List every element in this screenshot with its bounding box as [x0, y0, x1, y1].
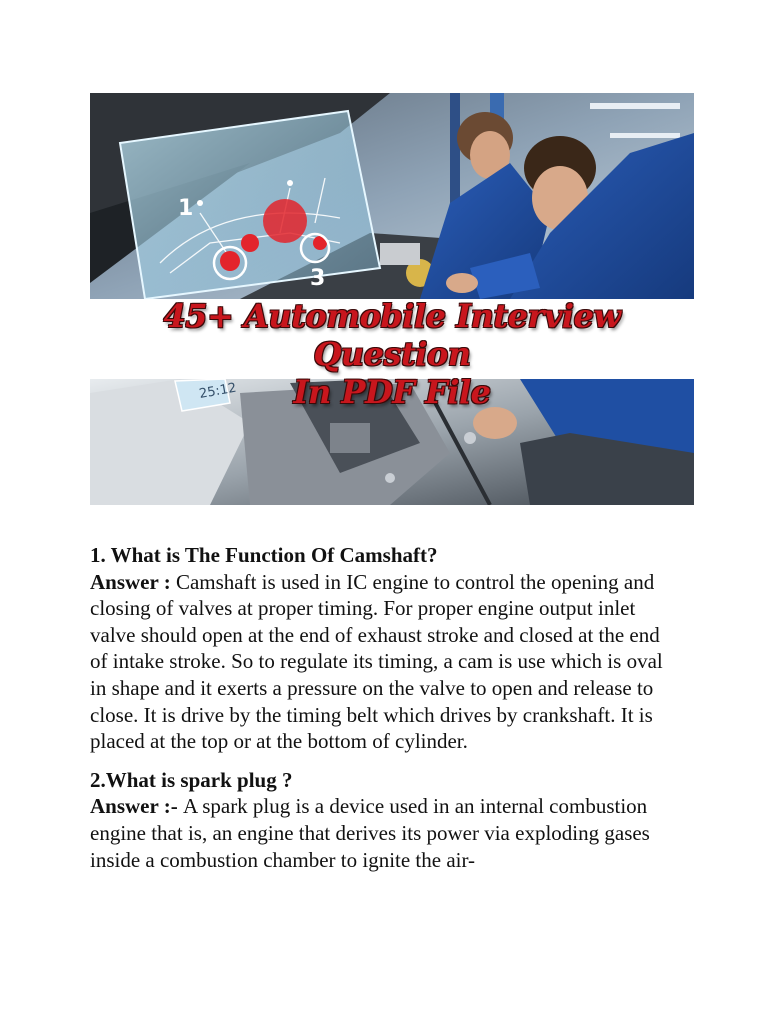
answer-label: Answer :: [90, 569, 176, 594]
answer-label: Answer :-: [90, 794, 183, 819]
hud-number-3: 3: [310, 266, 326, 291]
answer-text: A spark plug is a device used in an internal combustion engine that is, an engine that derives its power via exploding gases inside a combustion chamber to ignite the air-: [90, 794, 650, 872]
hud-clock: 25:12: [198, 380, 238, 402]
banner-title: [90, 297, 694, 411]
hud-number-1: 1: [178, 196, 194, 221]
question-title: 2.What is spark plug ?: [90, 767, 293, 792]
banner-image: [90, 93, 694, 505]
question-block-2: [90, 767, 680, 873]
banner-title-line-2: In PDF File: [293, 373, 491, 411]
answer-text: Camshaft is used in IC engine to control the opening and closing of valves at proper timing. For proper engine output inlet valve should open at the end of exhaust stroke and closed at the end of intake stroke. So to regulate its timing, a cam is use which is oval in shape and it exerts a pressure on the valve to open and release to close. It is drive by the timing belt which drives by crankshaft. It is placed at the top or at the bottom of cylinder.: [90, 569, 663, 754]
question-title: 1. What is The Function Of Camshaft?: [90, 543, 438, 567]
question-block-1: [90, 542, 680, 755]
qa-content: [90, 542, 680, 885]
banner-title-line-1: 45+ Automobile Interview Question: [163, 297, 621, 373]
